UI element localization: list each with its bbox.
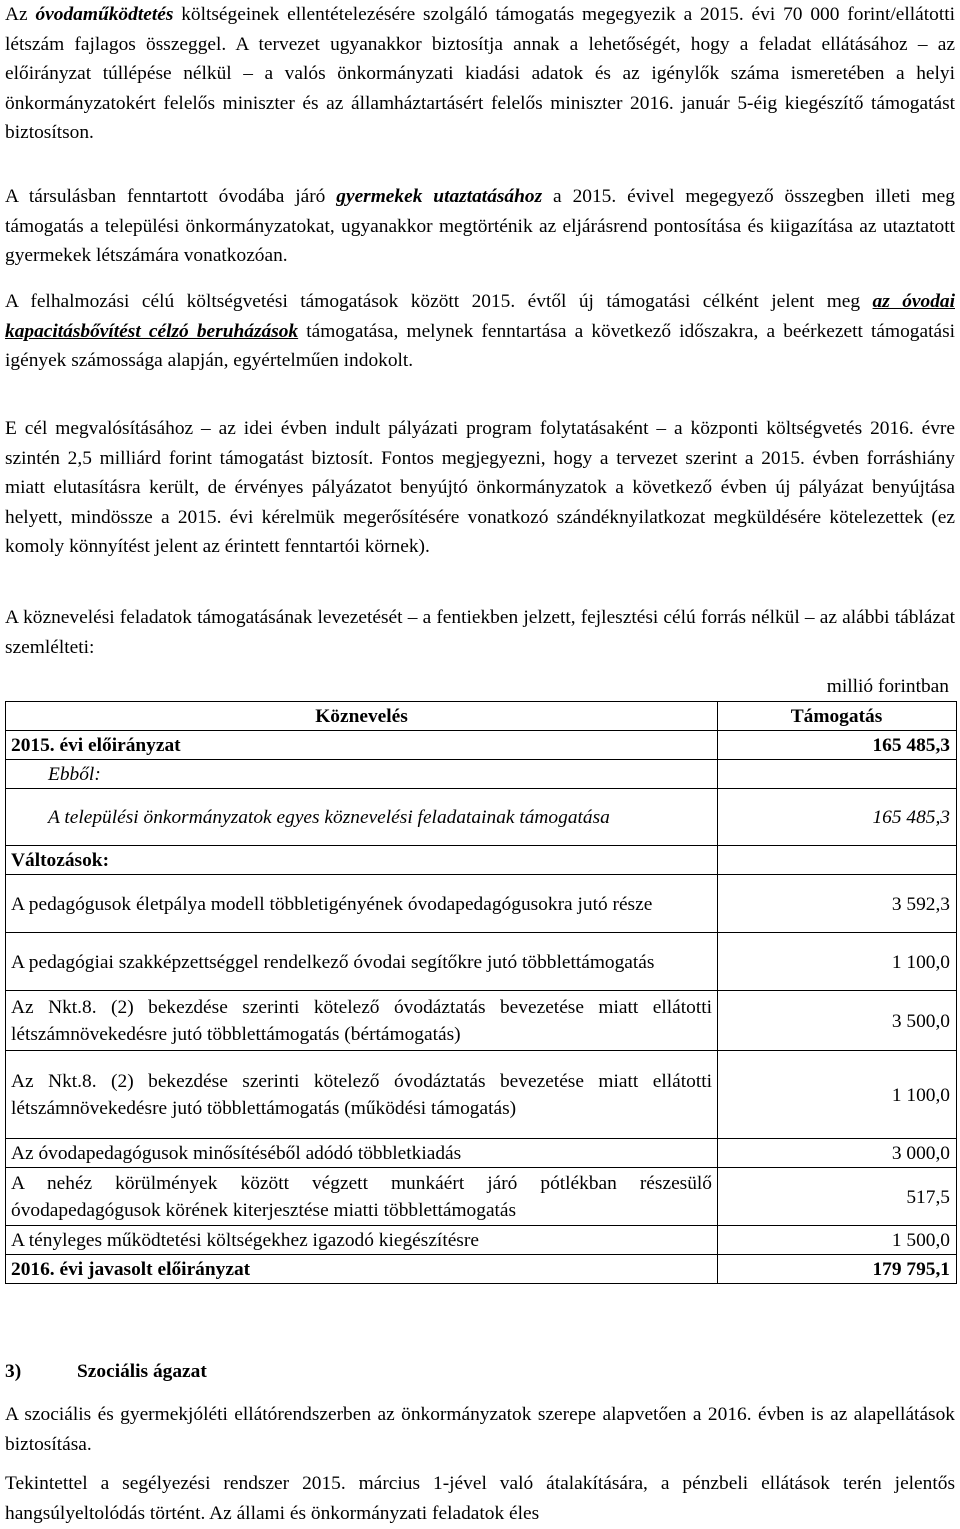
- table-row: [6, 846, 957, 875]
- table-row: [6, 1226, 957, 1255]
- paragraph-segelyezes: Tekintettel a segélyezési rendszer 2015. március 1-jével való átalakítására, a pénzbeli ellátások terén jelentős hangsúlyeltolódás történt. Az állami és önkormányzati feladatok éles: [5, 1473, 955, 1524]
- row-value: 3 592,3: [718, 875, 957, 933]
- row-label: Ebből:: [6, 760, 718, 789]
- text-span: költségeinek ellentételezésére szolgáló támogatás megegyezik a 2015. évi 70 000 forint/ellátotti létszám fajlagos összeggel. A tervezet ugyanakkor biztosítja annak a lehetőségét, hogy a feladat ellátásához – az előirányzat túllépése nélkül – a valós önkormányzati kiadási adatok és az igénylők száma ismeretében a helyi önkormányzatokért felelős miniszter és az államháztartásért felelős miniszter 2016. január 5-éig kiegészítő támogatást biztosítson.: [5, 4, 955, 144]
- table-unit-caption: millió forintban: [826, 676, 949, 697]
- paragraph-table-intro: A köznevelési feladatok támogatásának levezetését – a fentiekben jelzett, fejlesztési célú forrás nélkül – az alábbi táblázat szemlélteti:: [5, 607, 955, 658]
- row-label: 2016. évi javasolt előirányzat: [6, 1255, 718, 1284]
- row-label: Az Nkt.8. (2) bekezdése szerinti kötelező óvodáztatás bevezetése miatt ellátotti létszámnövekedésre jutó többlettámogatás (bértámogatás): [6, 991, 718, 1051]
- paragraph-szocialis: A szociális és gyermekjóléti ellátórendszerben az önkormányzatok szerepe alapvetően a 2016. évben is az alapellátások biztosítása.: [5, 1404, 955, 1455]
- emphasis-text: óvodaműködtetés: [35, 4, 174, 25]
- row-label: 2015. évi előirányzat: [6, 731, 718, 760]
- row-value: 179 795,1: [718, 1255, 957, 1284]
- table-header-row: [6, 702, 957, 731]
- header-value: Támogatás: [718, 702, 957, 731]
- row-label: Az óvodapedagógusok minősítéséből adódó többletkiadás: [6, 1139, 718, 1168]
- row-value: [718, 760, 957, 789]
- row-value: 3 500,0: [718, 991, 957, 1051]
- row-label: Az Nkt.8. (2) bekezdése szerinti kötelező óvodáztatás bevezetése miatt ellátotti létszámnövekedésre jutó többlettámogatás (működési támogatás): [6, 1051, 718, 1139]
- text-span: A felhalmozási célú költségvetési támogatások között 2015. évtől új támogatási célként jelent meg: [5, 291, 873, 312]
- paragraph-ovodamukodtetes: [5, 0, 955, 148]
- table-row: [6, 1051, 957, 1139]
- table-row: [6, 760, 957, 789]
- table-row: [6, 991, 957, 1051]
- row-value: 517,5: [718, 1168, 957, 1226]
- section-number: 3): [5, 1361, 22, 1382]
- section-title: Szociális ágazat: [77, 1361, 207, 1382]
- table-row: [6, 875, 957, 933]
- row-value: 1 100,0: [718, 933, 957, 991]
- section-heading: [5, 1357, 207, 1387]
- row-value: 1 100,0: [718, 1051, 957, 1139]
- row-value: 1 500,0: [718, 1226, 957, 1255]
- table-row: [6, 731, 957, 760]
- row-label: A nehéz körülmények között végzett munkáért járó pótlékban részesülő óvodapedagógusok körének kiterjesztése miatti többlettámogatás: [6, 1168, 718, 1226]
- emphasis-text: az óvodai kapacitásbővítést célzó beruházások: [5, 291, 955, 342]
- paragraph-felhalmozas: [5, 287, 955, 376]
- text-span: Az: [5, 4, 36, 25]
- row-label: A pedagógusok életpálya modell többletigényének óvodapedagógusokra jutó része: [6, 875, 718, 933]
- koznevelés-table: [5, 701, 957, 1284]
- paragraph-cel-megvalositas: E cél megvalósításához – az idei évben indult pályázati program folytatásaként – a központi költségvetés 2016. évre szintén 2,5 milliárd forint támogatást biztosít. Fontos megjegyezni, hogy a tervezet szerint a 2015. évben forráshiány miatt elutasításra került, de érvényes pályázatot benyújtó önkormányzatok a következő évben új pályázat benyújtása helyett, mindössze a 2015. évi kérelmük megerősítésére vonatkozó szándéknyilatkozat megküldésére kötelezettek (ez komoly könnyítést jelent az érintett fenntartói körnek).: [5, 418, 955, 558]
- table-row: [6, 933, 957, 991]
- row-label: A tényleges működtetési költségekhez igazodó kiegészítésre: [6, 1226, 718, 1255]
- row-value: [718, 846, 957, 875]
- table-row: [6, 1255, 957, 1284]
- row-label: A pedagógiai szakképzettséggel rendelkező óvodai segítőkre jutó többlettámogatás: [6, 933, 718, 991]
- row-value: 165 485,3: [718, 789, 957, 846]
- row-value: 3 000,0: [718, 1139, 957, 1168]
- text-span: a 2015. évivel megegyező összegben illeti meg támogatás a települési önkormányzatokat, ugyanakkor megtörténik az eljárásrend pontosítása és kiigazítása az utaztatott gyermekek létszámára vonatkozóan.: [5, 186, 955, 267]
- row-label: Változások:: [6, 846, 718, 875]
- emphasis-text: gyermekek utaztatásához: [336, 186, 543, 207]
- paragraph-utaztatas: [5, 182, 955, 271]
- table-row: [6, 1168, 957, 1226]
- text-span: támogatása, melynek fenntartása a következő időszakra, a beérkezett támogatási igények számossága alapján, egyértelműen indokolt.: [5, 320, 956, 372]
- row-label: A települési önkormányzatok egyes köznevelési feladatainak támogatása: [6, 789, 718, 846]
- header-label: Köznevelés: [6, 702, 718, 731]
- table-row: [6, 1139, 957, 1168]
- table-row: [6, 789, 957, 846]
- text-span: A társulásban fenntartott óvodába járó: [5, 186, 337, 207]
- row-value: 165 485,3: [718, 731, 957, 760]
